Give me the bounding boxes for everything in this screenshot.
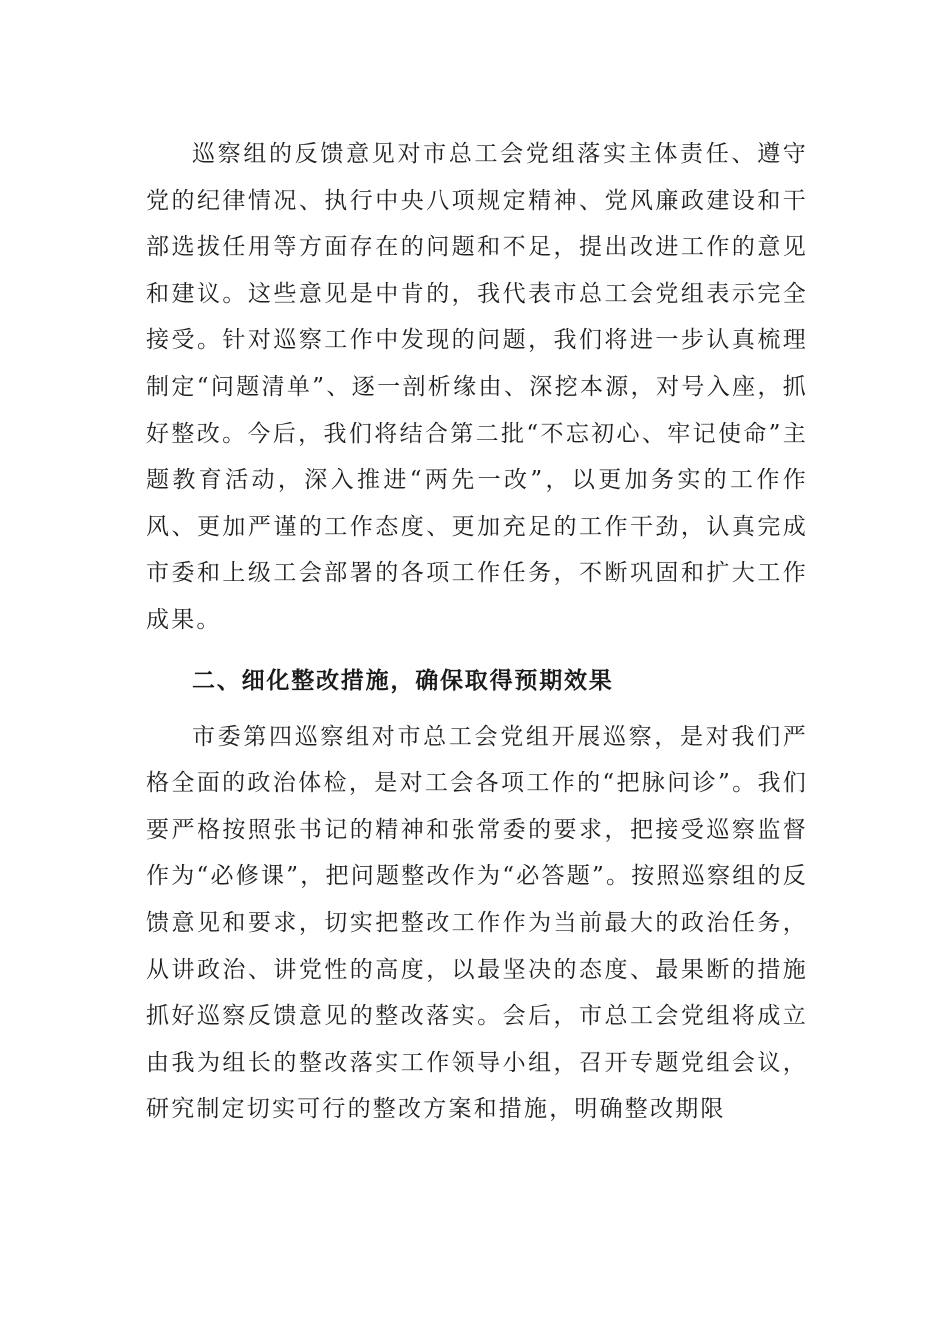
- body-paragraph: 巡察组的反馈意见对市总工会党组落实主体责任、遵守党的纪律情况、执行中央八项规定精神、党风廉政建设和干部选拔任用等方面存在的问题和不足，提出改进工作的意见和建议。这些意见是中肯的，我代表市总工会党组表示完全接受。针对巡察工作中发现的问题，我们将进一步认真梳理制定“问题清单”、逐一剖析缘由、深挖本源，对号入座，抓好整改。今后，我们将结合第二批“不忘初心、牢记使命”主题教育活动，深入推进“两先一改”，以更加务实的工作作风、更加严谨的工作态度、更加充足的工作干劲，认真完成市委和上级工会部署的各项工作任务，不断巩固和扩大工作成果。: [146, 141, 808, 633]
- document-body: [146, 131, 808, 1133]
- section-heading: 二、细化整改措施，确保取得预期效果: [192, 667, 614, 694]
- body-paragraph: 市委第四巡察组对市总工会党组开展巡察，是对我们严格全面的政治体检，是对工会各项工作的“把脉问诊”。我们要严格按照张书记的精神和张常委的要求，把接受巡察监督作为“必修课”，把问题整改作为“必答题”。按照巡察组的反馈意见和要求，切实把整改工作作为当前最大的政治任务，从讲政治、讲党性的高度，以最坚决的态度、最果断的措施抓好巡察反馈意见的整改落实。会后，市总工会党组将成立由我为组长的整改落实工作领导小组，召开专题党组会议，研究制定切实可行的整改方案和措施，明确整改期限: [146, 723, 808, 1123]
